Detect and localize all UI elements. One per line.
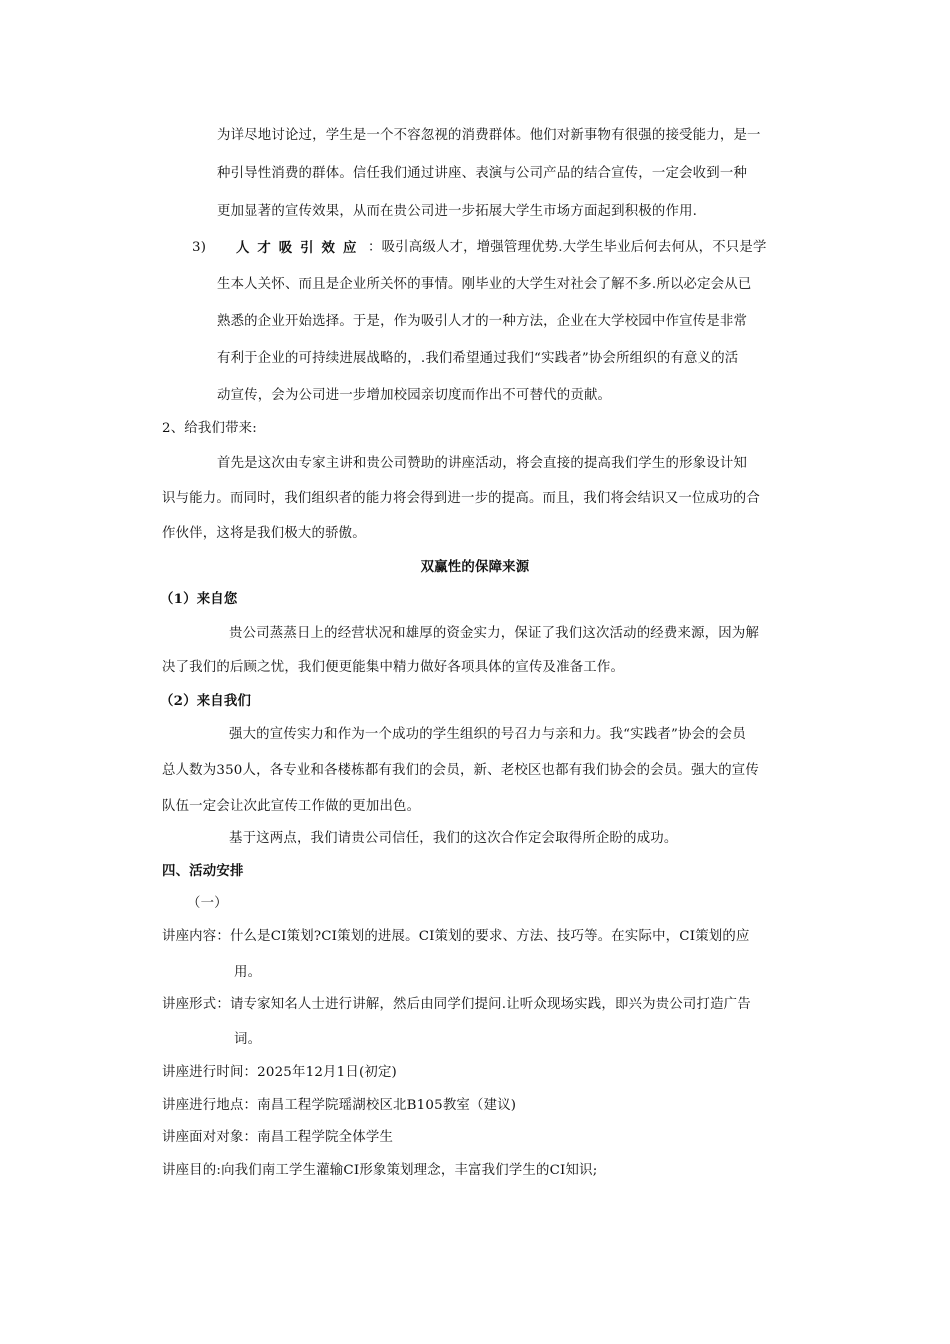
paragraph-line: 生本人关怀、而且是企业所关怀的事情。刚毕业的大学生对社会了解不多.所以必定会从已 <box>217 277 752 292</box>
paragraph-line: ：吸引高级人才，增强管理优势.大学生毕业后何去何从，不只是学 <box>368 240 767 255</box>
paragraph-line: 为详尽地讨论过，学生是一个不容忽视的消费群体。他们对新事物有很强的接受能力，是一 <box>217 128 761 143</box>
lecture-form-cont: 词。 <box>234 1032 262 1047</box>
paragraph-line: 作伙伴，这将是我们极大的骄傲。 <box>162 526 366 541</box>
lecture-content-cont: 用。 <box>234 965 262 980</box>
paragraph-line: 种引导性消费的群体。信任我们通过讲座、表演与公司产品的结合宣传，一定会收到一种 <box>217 166 748 181</box>
paragraph-line: 强大的宣传实力和作为一个成功的学生组织的号召力与亲和力。我“实践者”协会的会员 <box>229 727 746 742</box>
lecture-time: 讲座进行时间：2025年12月1日(初定) <box>162 1065 397 1080</box>
centered-heading: 双赢性的保障来源 <box>420 559 530 575</box>
paragraph-line: 首先是这次由专家主讲和贵公司赞助的讲座活动，将会直接的提高我们学生的形象设计知 <box>217 456 748 471</box>
paragraph-line: 基于这两点，我们请贵公司信任，我们的这次合作定会取得所企盼的成功。 <box>229 831 678 846</box>
lecture-place: 讲座进行地点：南昌工程学院瑶湖校区北B105教室（建议) <box>162 1098 517 1113</box>
paragraph-line: 贵公司蒸蒸日上的经营状况和雄厚的资金实力，保证了我们这次活动的经费来源，因为解 <box>229 626 760 641</box>
paragraph-line: 队伍一定会让次此宣传工作做的更加出色。 <box>162 799 421 814</box>
paragraph-line: 熟悉的企业开始选择。于是，作为吸引人才的一种方法，企业在大学校园中作宣传是非常 <box>217 314 748 329</box>
section-title: 2、给我们带来: <box>162 421 257 436</box>
lecture-audience: 讲座面对对象：南昌工程学院全体学生 <box>162 1130 394 1145</box>
paragraph-line: 有利于企业的可持续进展战略的，.我们希望通过我们“实践者”协会所组织的有意义的活 <box>217 351 739 366</box>
list-item-heading: 人才吸引效应 <box>236 240 365 256</box>
section-title: 四、活动安排 <box>162 863 244 879</box>
subsection-title: （2）来自我们 <box>160 693 252 709</box>
paragraph-line: 动宣传，会为公司进一步增加校园亲切度而作出不可替代的贡献。 <box>217 388 612 403</box>
paragraph-line: 决了我们的后顾之忧，我们便更能集中精力做好各项具体的宣传及准备工作。 <box>162 660 625 675</box>
subsection-title: （1）来自您 <box>160 591 238 607</box>
list-number: 3) <box>192 240 207 255</box>
subsection-marker: （一） <box>187 896 228 911</box>
lecture-purpose: 讲座目的:向我们南工学生灌输CI形象策划理念，丰富我们学生的CI知识; <box>162 1163 598 1178</box>
paragraph-line: 更加显著的宣传效果，从而在贵公司进一步拓展大学生市场方面起到积极的作用. <box>217 204 698 219</box>
lecture-content: 讲座内容：什么是CI策划?CI策划的进展。CI策划的要求、方法、技巧等。在实际中，CI策划的应 <box>162 929 750 944</box>
lecture-form: 讲座形式：请专家知名人士进行讲解，然后由同学们提问.让听众现场实践，即兴为贵公司打造广告 <box>162 997 751 1012</box>
paragraph-line: 识与能力。而同时，我们组织者的能力将会得到进一步的提高。而且，我们将会结识又一位成功的合 <box>162 491 760 506</box>
paragraph-line: 总人数为350人，各专业和各楼栋都有我们的会员，新、老校区也都有我们协会的会员。强大的宣传 <box>162 763 759 778</box>
